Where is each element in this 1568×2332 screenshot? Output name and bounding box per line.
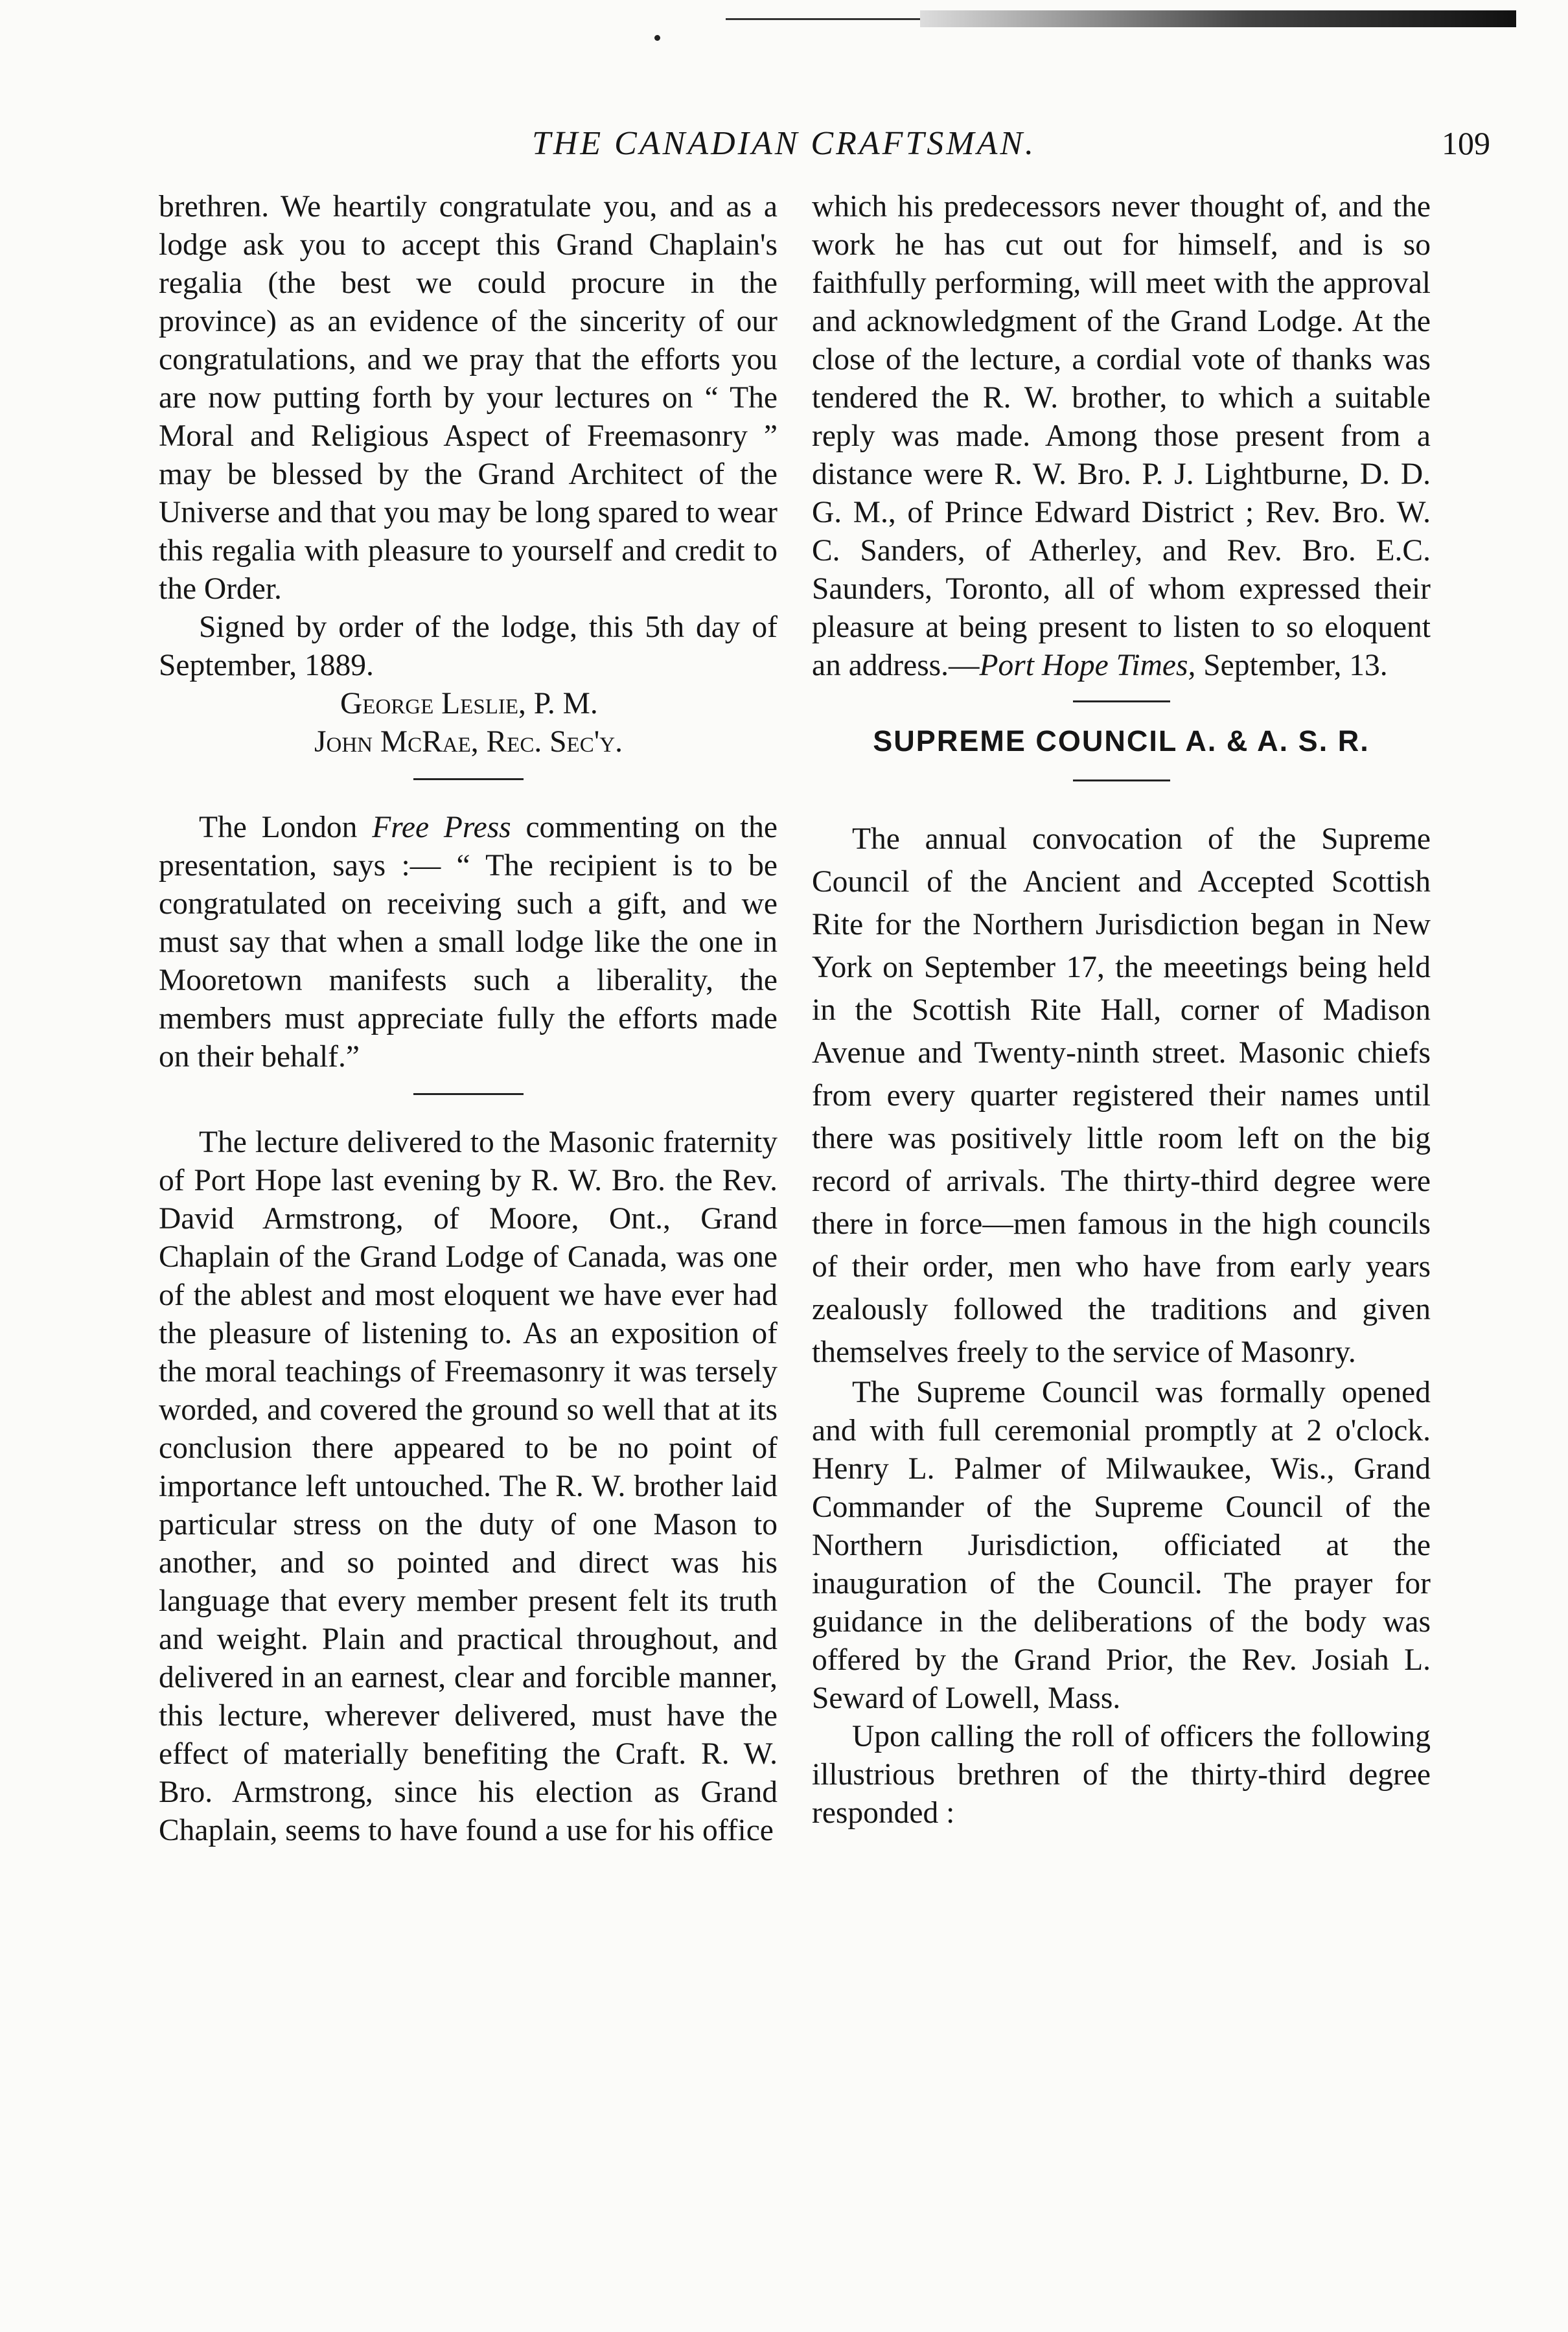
lecture-continuation-paragraph: which his predecessors never thought of, and the work he has cut out for himself, and is so faithfully performing, will meet with the approval and acknowledgment of the Grand Lodge. At the close of the lecture, a cordial vote of thanks was tendered the R. W. brother, to which a suitable reply was made. Among those present from a distance were R. W. Bro. P. J. Lightburne, D. D. G. M., of Prince Edward District ; Rev. Bro. W. C. Sanders, of Atherley, and Rev. Bro. E.C. Saunders, Toronto, all of whom expressed their pleasure at being present to listen to so eloquent an address.—Port Hope Times, September, 13. xyxy=(812,190,1431,682)
section-divider xyxy=(1073,700,1170,702)
left-column xyxy=(159,188,778,1850)
signature-master: George Leslie, P. M. xyxy=(340,687,598,721)
newspaper-name: Free Press xyxy=(372,811,511,844)
top-edge-rule xyxy=(726,4,1516,29)
council-opening-paragraph: The Supreme Council was formally opened and with full ceremonial promptly at 2 o'clock. Henry L. Palmer of Milwaukee, Wis., Grand Commander of the Supreme Council of the Northern Jurisdiction, officiated at the inauguration of the Council. The prayer for guidance in the deliberations of the body was offered by the Grand Prior, the Rev. Josiah L. Seward of Lowell, Mass. xyxy=(812,1376,1431,1715)
right-column xyxy=(812,188,1431,1832)
lecture-paragraph: The lecture delivered to the Masonic fraternity of Port Hope last evening by R. W. Bro. the Rev. David Armstrong, of Moore, Ont., Grand Chaplain of the Grand Lodge of Canada, was one of the ablest and most eloquent we have ever had the pleasure of listening to. As an exposition of the moral teachings of Freemasonry it was tersely worded, and covered the ground so well that at its conclusion there appeared to be no point of importance left untouched. The R. W. brother laid particular stress on the duty of one Mason to another, and so pointed and direct was his language that every member present felt its truth and weight. Plain and practical throughout, and delivered in an earnest, clear and forcible manner, this lecture, wherever delivered, must have the effect of materially benefiting the Craft. R. W. Bro. Armstrong, since his election as Grand Chaplain, seems to have found a use for his office xyxy=(159,1126,778,1847)
section-divider xyxy=(413,778,524,780)
running-header-title: THE CANADIAN CRAFTSMAN. xyxy=(531,125,1037,162)
source-citation: Port Hope Times, xyxy=(979,649,1196,682)
section-divider xyxy=(1073,779,1170,781)
signature-secretary: John McRae, Rec. Sec'y. xyxy=(314,725,623,759)
convocation-paragraph: The annual convocation of the Supreme Council of the Ancient and Accepted Scottish Rite for the Northern Jurisdiction began in New York on September 17, the meeetings being held in the Scottish Rite Hall, corner of Madison Avenue and Twenty-ninth street. Masonic chiefs from every quarter registered their names until there was positively little room left on the big record of arrivals. The thirty-third degree were there in force—men famous in the high councils of their order, men who have from early years zealously followed the traditions and given themselves freely to the service of Masonry. xyxy=(812,822,1431,1369)
ink-speck xyxy=(654,35,660,41)
section-heading: SUPREME COUNCIL A. & A. S. R. xyxy=(873,724,1370,757)
section-divider xyxy=(413,1093,524,1095)
roll-call-paragraph: Upon calling the roll of officers the following illustrious brethren of the thirty-third degree responded : xyxy=(812,1720,1431,1830)
free-press-paragraph: The London Free Press commenting on the presentation, says :— “ The recipient is to be congratulated on receiving such a gift, and we must say that when a small lodge like the one in Mooretown manifests such a liberality, the members must appreciate fully the efforts made on their behalf.” xyxy=(159,811,778,1074)
signed-paragraph: Signed by order of the lodge, this 5th day of September, 1889. xyxy=(159,610,778,682)
congratulation-paragraph: brethren. We heartily congratulate you, and as a lodge ask you to accept this Grand Chaplain's regalia (the best we could procure in the province) as an evidence of the sincerity of our congratulations, and we pray that the efforts you are now putting forth by your lectures on “ The Moral and Religious Aspect of Freemasonry ” may be blessed by the Grand Architect of the Universe and that you may be long spared to wear this regalia with pleasure to yourself and credit to the Order. xyxy=(159,190,778,606)
page-number: 109 xyxy=(1442,125,1490,161)
